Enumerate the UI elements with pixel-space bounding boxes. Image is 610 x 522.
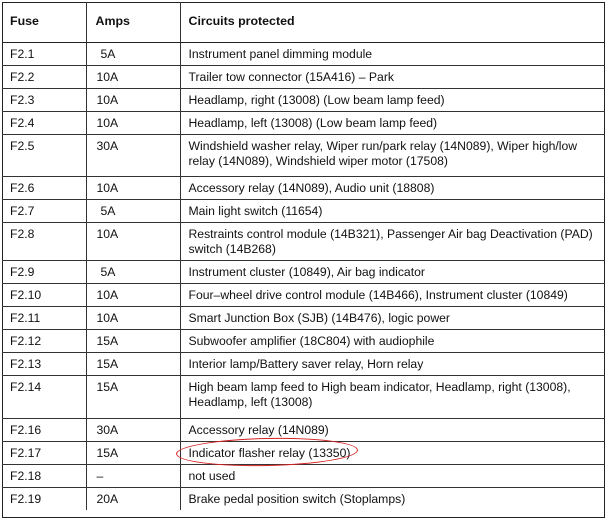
- amps-cell: 5A: [86, 199, 180, 222]
- circuit-cell: High beam lamp feed to High beam indicator, Headlamp, right (13008), Headlamp, left (13008): [180, 375, 605, 418]
- circuit-cell: Interior lamp/Battery saver relay, Horn relay: [180, 352, 605, 375]
- table-row: [2, 199, 605, 222]
- amps-cell: 10A: [86, 306, 180, 329]
- fuse-cell: F2.3: [2, 88, 86, 111]
- fuse-cell: F2.19: [2, 487, 86, 510]
- fuse-cell: F2.12: [2, 329, 86, 352]
- header-fuse: Fuse: [2, 2, 86, 42]
- fuse-cell: F2.8: [2, 222, 86, 260]
- fuse-cell: F2.6: [2, 176, 86, 199]
- fuse-cell: F2.14: [2, 375, 86, 418]
- circuit-cell: Headlamp, right (13008) (Low beam lamp feed): [180, 88, 605, 111]
- circuit-cell: Four–wheel drive control module (14B466), Instrument cluster (10849): [180, 283, 605, 306]
- circuit-cell: not used: [180, 464, 605, 487]
- circuit-cell: Instrument cluster (10849), Air bag indicator: [180, 260, 605, 283]
- circuit-cell: Trailer tow connector (15A416) – Park: [180, 65, 605, 88]
- table-row: [2, 260, 605, 283]
- table-row: [2, 111, 605, 134]
- amps-cell: 10A: [86, 111, 180, 134]
- circuit-cell: Indicator flasher relay (13350): [180, 441, 605, 464]
- fuse-cell: F2.1: [2, 42, 86, 65]
- fuse-cell: F2.10: [2, 283, 86, 306]
- table-row: [2, 418, 605, 441]
- circuit-cell: Restraints control module (14B321), Passenger Air bag Deactivation (PAD) switch (14B268): [180, 222, 605, 260]
- amps-cell: 10A: [86, 88, 180, 111]
- amps-cell: 20A: [86, 487, 180, 510]
- table-row: [2, 441, 605, 464]
- fuse-cell: F2.13: [2, 352, 86, 375]
- table-row: [2, 283, 605, 306]
- fuse-cell: F2.5: [2, 134, 86, 176]
- table-row: [2, 134, 605, 176]
- amps-cell: 5A: [86, 260, 180, 283]
- table-row: [2, 176, 605, 199]
- circuit-cell: Brake pedal position switch (Stoplamps): [180, 487, 605, 510]
- table-row: [2, 65, 605, 88]
- circuit-cell: Smart Junction Box (SJB) (14B476), logic power: [180, 306, 605, 329]
- table-row: [2, 222, 605, 260]
- circuit-cell: Instrument panel dimming module: [180, 42, 605, 65]
- fuse-cell: F2.7: [2, 199, 86, 222]
- fuse-cell: F2.9: [2, 260, 86, 283]
- fuse-cell: F2.17: [2, 441, 86, 464]
- fuse-table: [2, 2, 605, 510]
- amps-cell: 10A: [86, 222, 180, 260]
- amps-cell: 15A: [86, 352, 180, 375]
- fuse-cell: F2.16: [2, 418, 86, 441]
- amps-cell: 15A: [86, 375, 180, 418]
- table-row: [2, 352, 605, 375]
- table-row: [2, 375, 605, 418]
- table-row: [2, 464, 605, 487]
- amps-cell: 15A: [86, 329, 180, 352]
- table-row: [2, 329, 605, 352]
- amps-cell: 30A: [86, 418, 180, 441]
- table-row: [2, 88, 605, 111]
- table-row: [2, 42, 605, 65]
- fuse-cell: F2.2: [2, 65, 86, 88]
- amps-cell: 10A: [86, 65, 180, 88]
- amps-cell: –: [86, 464, 180, 487]
- circuit-cell: Main light switch (11654): [180, 199, 605, 222]
- amps-cell: 10A: [86, 176, 180, 199]
- header-amps: Amps: [86, 2, 180, 42]
- table-row: [2, 306, 605, 329]
- fuse-cell: F2.11: [2, 306, 86, 329]
- amps-cell: 30A: [86, 134, 180, 176]
- fuse-cell: F2.4: [2, 111, 86, 134]
- table-row: [2, 487, 605, 510]
- circuit-cell: Accessory relay (14N089): [180, 418, 605, 441]
- amps-cell: 15A: [86, 441, 180, 464]
- circuit-cell: Windshield washer relay, Wiper run/park relay (14N089), Wiper high/low relay (14N089), Windshield wiper motor (17508): [180, 134, 605, 176]
- fuse-cell: F2.18: [2, 464, 86, 487]
- circuit-cell: Accessory relay (14N089), Audio unit (18808): [180, 176, 605, 199]
- amps-cell: 10A: [86, 283, 180, 306]
- header-row: [2, 2, 605, 42]
- circuit-cell: Subwoofer amplifier (18C804) with audiophile: [180, 329, 605, 352]
- amps-cell: 5A: [86, 42, 180, 65]
- circuit-cell: Headlamp, left (13008) (Low beam lamp feed): [180, 111, 605, 134]
- header-circuits: Circuits protected: [180, 2, 605, 42]
